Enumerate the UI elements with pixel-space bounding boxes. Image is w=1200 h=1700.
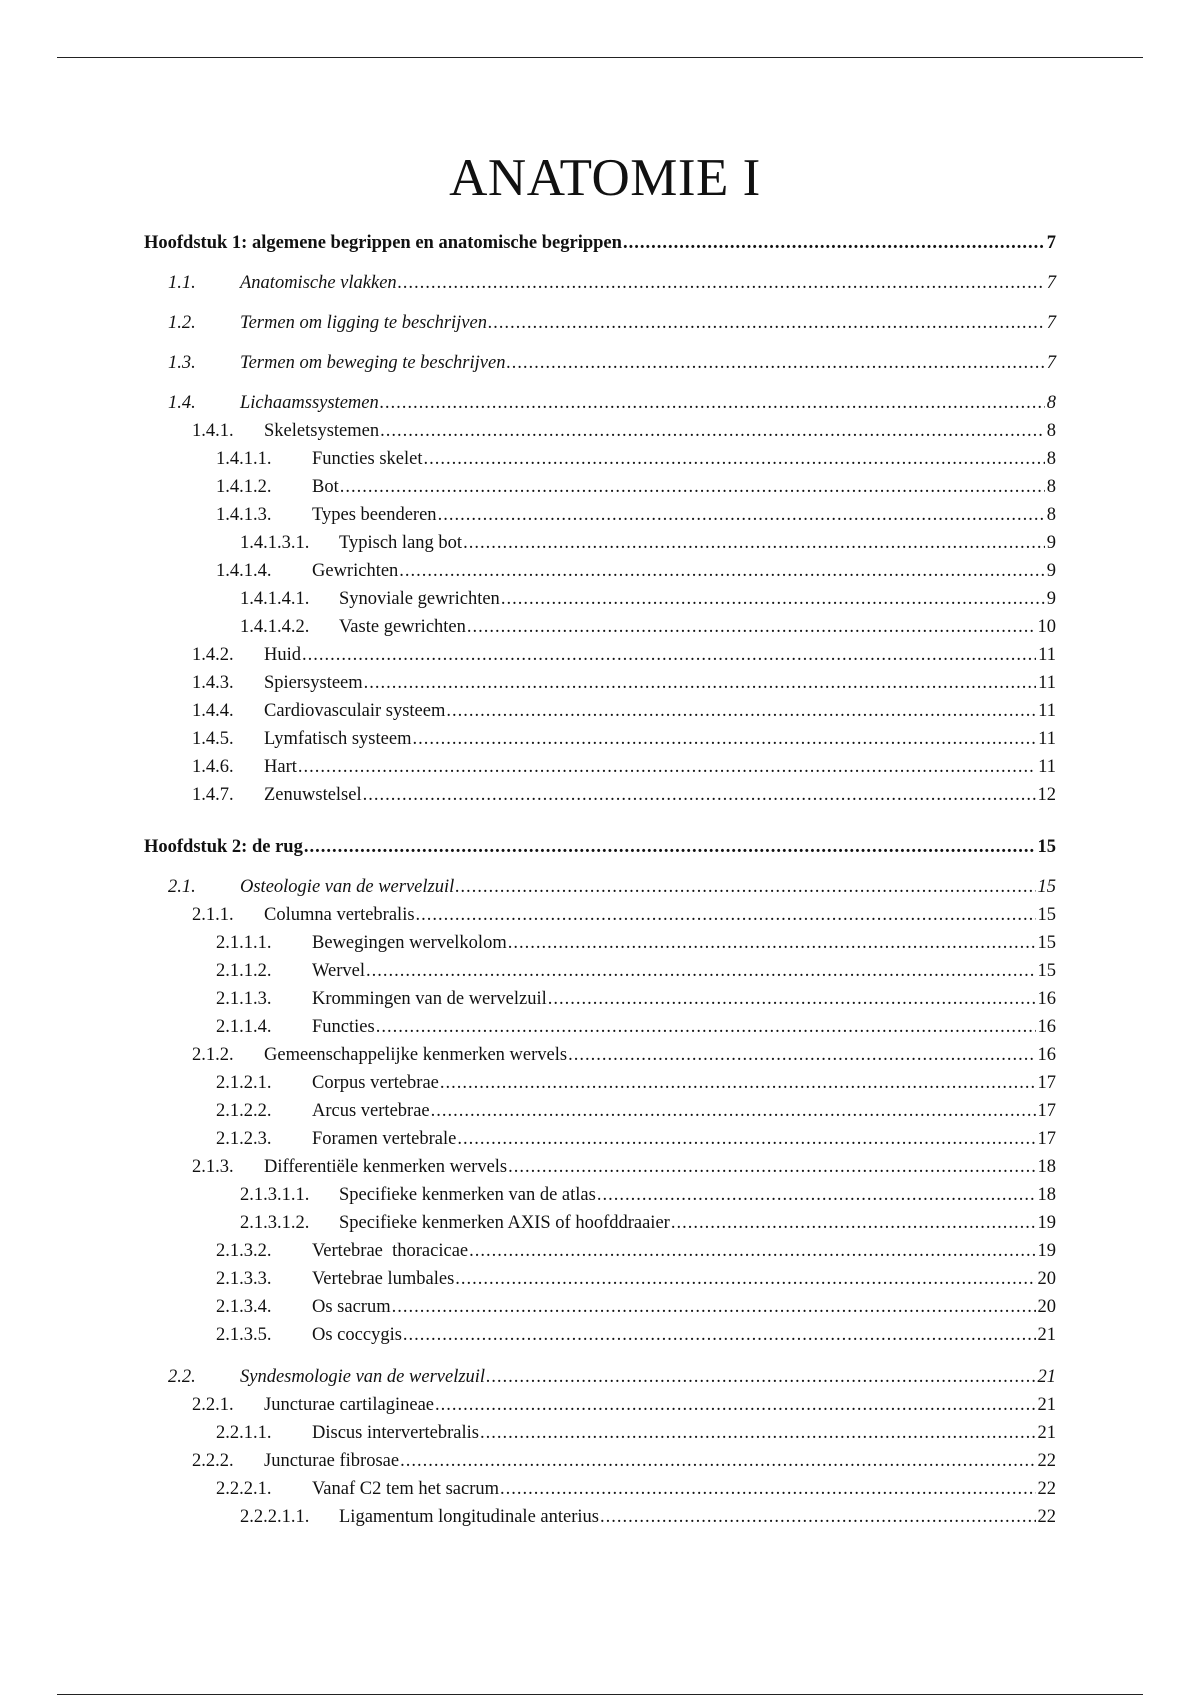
toc-entry-number: 1.4.1.4.2.: [240, 617, 310, 637]
toc-leader: [600, 1504, 1036, 1530]
toc-page-number: 8: [1046, 477, 1056, 497]
toc-entry-text: Discus intervertebralis: [312, 1423, 479, 1443]
toc-entry-number: 1.4.1.1.: [216, 449, 272, 469]
toc-chapter[interactable]: [144, 834, 1056, 860]
toc-entry-text: Osteologie van de wervelzuil: [240, 877, 455, 897]
toc-entry-number: 2.1.1.2.: [216, 961, 272, 981]
toc-entry-text: Juncturae cartilagineae: [264, 1395, 434, 1415]
toc-entry-number: 1.4.5.: [192, 729, 234, 749]
toc-leader: [501, 586, 1045, 612]
toc-entry-text: Skeletsystemen: [264, 421, 380, 441]
toc-entry-number: 1.4.2.: [192, 645, 234, 665]
toc-entry-text: Lymfatisch systeem: [264, 729, 412, 749]
toc-subsection[interactable]: [192, 1154, 1056, 1180]
toc-entry-text: Functies skelet: [312, 449, 423, 469]
toc-entry-number: 2.1.2.2.: [216, 1101, 272, 1121]
toc-leader: [500, 1476, 1036, 1502]
toc-page-number: 16: [1037, 1045, 1056, 1065]
toc-page-number: 10: [1037, 617, 1056, 637]
toc-leader: [380, 418, 1045, 444]
toc-leader: [376, 1014, 1036, 1040]
toc-entry-text: Huid: [264, 645, 301, 665]
toc-subsection[interactable]: [240, 530, 1056, 556]
toc-leader: [431, 1098, 1036, 1124]
toc-page-number: 8: [1046, 421, 1056, 441]
toc-leader: [506, 350, 1044, 376]
toc-leader: [380, 390, 1045, 416]
toc-subsection[interactable]: [216, 502, 1056, 528]
toc-page-number: 22: [1037, 1507, 1056, 1527]
toc-page-number: 22: [1037, 1479, 1056, 1499]
toc-entry-text: Termen om ligging te beschrijven: [240, 313, 487, 333]
toc-entry-text: Anatomische vlakken: [240, 273, 397, 293]
toc-entry-text: Corpus vertebrae: [312, 1073, 439, 1093]
toc-entry-number: 1.3.: [168, 353, 196, 373]
toc-page-number: 15: [1037, 933, 1056, 953]
toc-entry-text: Wervel: [312, 961, 365, 981]
toc-subsection[interactable]: [192, 642, 1056, 668]
toc-subsection[interactable]: [240, 614, 1056, 640]
toc-entry-text: Functies: [312, 1017, 375, 1037]
toc-leader: [486, 1364, 1035, 1390]
toc-entry-text: Ligamentum longitudinale anterius: [339, 1507, 599, 1527]
page-title: ANATOMIE I: [449, 149, 761, 207]
toc-entry-number: 2.1.1.1.: [216, 933, 272, 953]
toc-subsection[interactable]: [216, 1238, 1056, 1264]
toc-page-number: 8: [1046, 505, 1056, 525]
toc-page-number: 18: [1037, 1185, 1056, 1205]
toc-entry-number: 1.4.1.2.: [216, 477, 272, 497]
toc-entry-text: Zenuwstelsel: [264, 785, 362, 805]
toc-leader: [455, 1266, 1035, 1292]
toc-entry-number: 2.2.1.1.: [216, 1423, 272, 1443]
toc-page-number: 8: [1046, 393, 1056, 413]
toc-entry-text: Differentiële kenmerken wervels: [264, 1157, 508, 1177]
toc-entry-text: Lichaamssystemen: [240, 393, 379, 413]
toc-page-number: 17: [1037, 1129, 1056, 1149]
toc-leader: [423, 446, 1044, 472]
toc-leader: [480, 1420, 1036, 1446]
toc-leader: [438, 502, 1045, 528]
toc-leader: [304, 834, 1036, 860]
toc-entry-number: 2.1.1.: [192, 905, 234, 925]
toc-section[interactable]: [168, 270, 1056, 296]
toc-leader: [446, 698, 1036, 724]
toc-entry-text: Vaste gewrichten: [339, 617, 466, 637]
toc-entry-number: 1.4.: [168, 393, 196, 413]
toc-page-number: 17: [1037, 1073, 1056, 1093]
toc-page-number: 18: [1037, 1157, 1056, 1177]
toc-leader: [340, 474, 1045, 500]
toc-page-number: 7: [1046, 273, 1056, 293]
toc-leader: [488, 310, 1045, 336]
toc-entry-number: 2.2.2.1.: [216, 1479, 272, 1499]
toc-subsection[interactable]: [240, 1182, 1056, 1208]
toc-leader: [463, 530, 1045, 556]
toc-subsection[interactable]: [192, 902, 1056, 928]
toc-entry-text: Hoofdstuk 2: de rug: [144, 837, 303, 857]
toc-entry-number: 2.1.3.2.: [216, 1241, 272, 1261]
toc-leader: [455, 874, 1035, 900]
toc-entry-text: Gewrichten: [312, 561, 399, 581]
toc-entry-number: 2.1.2.: [192, 1045, 234, 1065]
toc-entry-text: Types beenderen: [312, 505, 437, 525]
toc-entry-number: 2.2.2.: [192, 1451, 234, 1471]
toc-leader: [399, 558, 1044, 584]
toc-subsection[interactable]: [216, 1098, 1056, 1124]
toc-page-number: 11: [1038, 757, 1056, 777]
toc-entry-text: Juncturae fibrosae: [264, 1451, 400, 1471]
toc-entry-number: 1.4.1.: [192, 421, 234, 441]
toc-leader: [366, 958, 1036, 984]
toc-page-number: 9: [1046, 533, 1056, 553]
toc-entry-text: Gemeenschappelijke kenmerken wervels: [264, 1045, 568, 1065]
toc-page-number: 11: [1038, 729, 1056, 749]
toc-entry-number: 2.1.3.1.1.: [240, 1185, 310, 1205]
toc-leader: [440, 1070, 1036, 1096]
toc-section[interactable]: [168, 310, 1056, 336]
toc-leader: [398, 270, 1045, 296]
toc-entry-number: 2.2.2.1.1.: [240, 1507, 310, 1527]
toc-entry-number: 1.4.4.: [192, 701, 234, 721]
toc-page-number: 16: [1037, 1017, 1056, 1037]
toc-leader: [457, 1126, 1035, 1152]
toc-entry-text: Termen om beweging te beschrijven: [240, 353, 506, 373]
toc-chapter[interactable]: [144, 230, 1056, 256]
toc-subsection[interactable]: [192, 754, 1056, 780]
toc-entry-text: Synoviale gewrichten: [339, 589, 500, 609]
toc-page-number: 11: [1038, 701, 1056, 721]
top-rule: [57, 57, 1143, 58]
toc-entry-number: 2.1.3.: [192, 1157, 234, 1177]
toc-section[interactable]: [168, 350, 1056, 376]
toc-entry-number: 2.1.3.5.: [216, 1325, 272, 1345]
toc-leader: [392, 1294, 1036, 1320]
toc-leader: [302, 642, 1036, 668]
toc-leader: [412, 726, 1036, 752]
toc-entry-text: Krommingen van de wervelzuil: [312, 989, 547, 1009]
toc-section[interactable]: [168, 1364, 1056, 1390]
toc-entry-number: 1.4.6.: [192, 757, 234, 777]
toc-subsection[interactable]: [216, 930, 1056, 956]
toc-page-number: 21: [1037, 1367, 1056, 1387]
toc-page-number: 15: [1037, 905, 1056, 925]
toc-entry-text: Spiersysteem: [264, 673, 363, 693]
toc-leader: [435, 1392, 1036, 1418]
toc-entry-number: 1.2.: [168, 313, 196, 333]
toc-leader: [623, 230, 1045, 256]
toc-entry-number: 2.1.2.3.: [216, 1129, 272, 1149]
toc-subsection[interactable]: [240, 1210, 1056, 1236]
toc-leader: [568, 1042, 1035, 1068]
toc-entry-number: 2.1.3.1.2.: [240, 1213, 310, 1233]
toc-entry-number: 2.1.3.4.: [216, 1297, 272, 1317]
toc-entry-number: 2.1.2.1.: [216, 1073, 272, 1093]
toc-entry-number: 1.4.1.3.1.: [240, 533, 310, 553]
toc-leader: [469, 1238, 1035, 1264]
toc-page-number: 21: [1037, 1395, 1056, 1415]
toc-subsection[interactable]: [240, 586, 1056, 612]
toc-subsection[interactable]: [216, 1476, 1056, 1502]
toc-page-number: 15: [1037, 877, 1056, 897]
toc-subsection[interactable]: [192, 670, 1056, 696]
toc-entry-text: Bot: [312, 477, 339, 497]
toc-entry-number: 1.4.1.3.: [216, 505, 272, 525]
toc-section[interactable]: [168, 874, 1056, 900]
toc-page-number: 20: [1037, 1297, 1056, 1317]
toc-entry-number: 1.1.: [168, 273, 196, 293]
toc-page-number: 12: [1037, 785, 1056, 805]
toc-page-number: 7: [1046, 313, 1056, 333]
toc-leader: [416, 902, 1036, 928]
toc-page-number: 15: [1037, 837, 1056, 857]
toc-page-number: 17: [1037, 1101, 1056, 1121]
toc-subsection[interactable]: [216, 1266, 1056, 1292]
toc-subsection[interactable]: [192, 1042, 1056, 1068]
toc-entry-number: 2.1.1.4.: [216, 1017, 272, 1037]
toc-page-number: 19: [1037, 1241, 1056, 1261]
toc-entry-number: 1.4.1.4.: [216, 561, 272, 581]
toc-page-number: 9: [1046, 589, 1056, 609]
toc-subsection[interactable]: [216, 1014, 1056, 1040]
toc-entry-text: Typisch lang bot: [339, 533, 463, 553]
toc-page-number: 19: [1037, 1213, 1056, 1233]
toc-leader: [403, 1322, 1036, 1348]
toc-entry-text: Hoofdstuk 1: algemene begrippen en anatomische begrippen: [144, 233, 622, 253]
toc-page-number: 21: [1037, 1325, 1056, 1345]
toc-page-number: 20: [1037, 1269, 1056, 1289]
toc-entry-text: Specifieke kenmerken AXIS of hoofddraaier: [339, 1213, 670, 1233]
toc-leader: [671, 1210, 1036, 1236]
toc-entry-text: Hart: [264, 757, 297, 777]
toc-subsection[interactable]: [216, 1420, 1056, 1446]
toc-leader: [400, 1448, 1035, 1474]
toc-leader: [363, 782, 1036, 808]
toc-leader: [597, 1182, 1036, 1208]
toc-entry-text: Foramen vertebrale: [312, 1129, 457, 1149]
toc-subsection[interactable]: [216, 474, 1056, 500]
toc-entry-text: Arcus vertebrae: [312, 1101, 430, 1121]
toc-subsection[interactable]: [192, 1392, 1056, 1418]
toc-entry-number: 2.1.1.3.: [216, 989, 272, 1009]
toc-subsection[interactable]: [192, 698, 1056, 724]
toc-page-number: 21: [1037, 1423, 1056, 1443]
toc-section[interactable]: [168, 390, 1056, 416]
toc-subsection[interactable]: [216, 1070, 1056, 1096]
bottom-rule: [57, 1694, 1143, 1695]
toc-entry-text: Cardiovasculair systeem: [264, 701, 446, 721]
toc-entry-text: Vertebrae thoracicae: [312, 1241, 469, 1261]
toc-page-number: 16: [1037, 989, 1056, 1009]
toc-page-number: 7: [1046, 353, 1056, 373]
toc-entry-number: 2.1.: [168, 877, 196, 897]
toc-entry-number: 2.1.3.3.: [216, 1269, 272, 1289]
toc-entry-text: Specifieke kenmerken van de atlas: [339, 1185, 596, 1205]
toc-entry-number: 1.4.1.4.1.: [240, 589, 310, 609]
toc-entry-text: Os sacrum: [312, 1297, 391, 1317]
toc-subsection[interactable]: [192, 418, 1056, 444]
toc-page-number: 7: [1046, 233, 1056, 253]
toc-page-number: 8: [1046, 449, 1056, 469]
toc-entry-number: 1.4.3.: [192, 673, 234, 693]
toc-page-number: 11: [1038, 645, 1056, 665]
toc-page-number: 22: [1037, 1451, 1056, 1471]
toc-leader: [508, 930, 1036, 956]
toc-entry-text: Syndesmologie van de wervelzuil: [240, 1367, 486, 1387]
toc-entry-text: Vertebrae lumbales: [312, 1269, 455, 1289]
toc-entry-number: 2.2.: [168, 1367, 196, 1387]
toc-page-number: 11: [1038, 673, 1056, 693]
toc-entry-number: 2.2.1.: [192, 1395, 234, 1415]
toc-leader: [508, 1154, 1035, 1180]
toc-subsection[interactable]: [192, 782, 1056, 808]
toc-entry-number: 1.4.7.: [192, 785, 234, 805]
toc-entry-text: Os coccygis: [312, 1325, 402, 1345]
toc-entry-text: Columna vertebralis: [264, 905, 415, 925]
toc-subsection[interactable]: [216, 986, 1056, 1012]
toc-page-number: 9: [1046, 561, 1056, 581]
toc-subsection[interactable]: [216, 446, 1056, 472]
toc-subsection[interactable]: [216, 558, 1056, 584]
toc-page-number: 15: [1037, 961, 1056, 981]
toc-subsection[interactable]: [192, 726, 1056, 752]
toc-entry-text: Vanaf C2 tem het sacrum: [312, 1479, 499, 1499]
toc-leader: [548, 986, 1036, 1012]
toc-subsection[interactable]: [192, 1448, 1056, 1474]
toc-subsection[interactable]: [216, 1294, 1056, 1320]
toc-subsection[interactable]: [216, 1126, 1056, 1152]
toc-leader: [467, 614, 1036, 640]
toc-subsection[interactable]: [240, 1504, 1056, 1530]
toc-leader: [298, 754, 1036, 780]
toc-subsection[interactable]: [216, 958, 1056, 984]
toc-entry-text: Bewegingen wervelkolom: [312, 933, 507, 953]
toc-subsection[interactable]: [216, 1322, 1056, 1348]
toc-leader: [364, 670, 1037, 696]
